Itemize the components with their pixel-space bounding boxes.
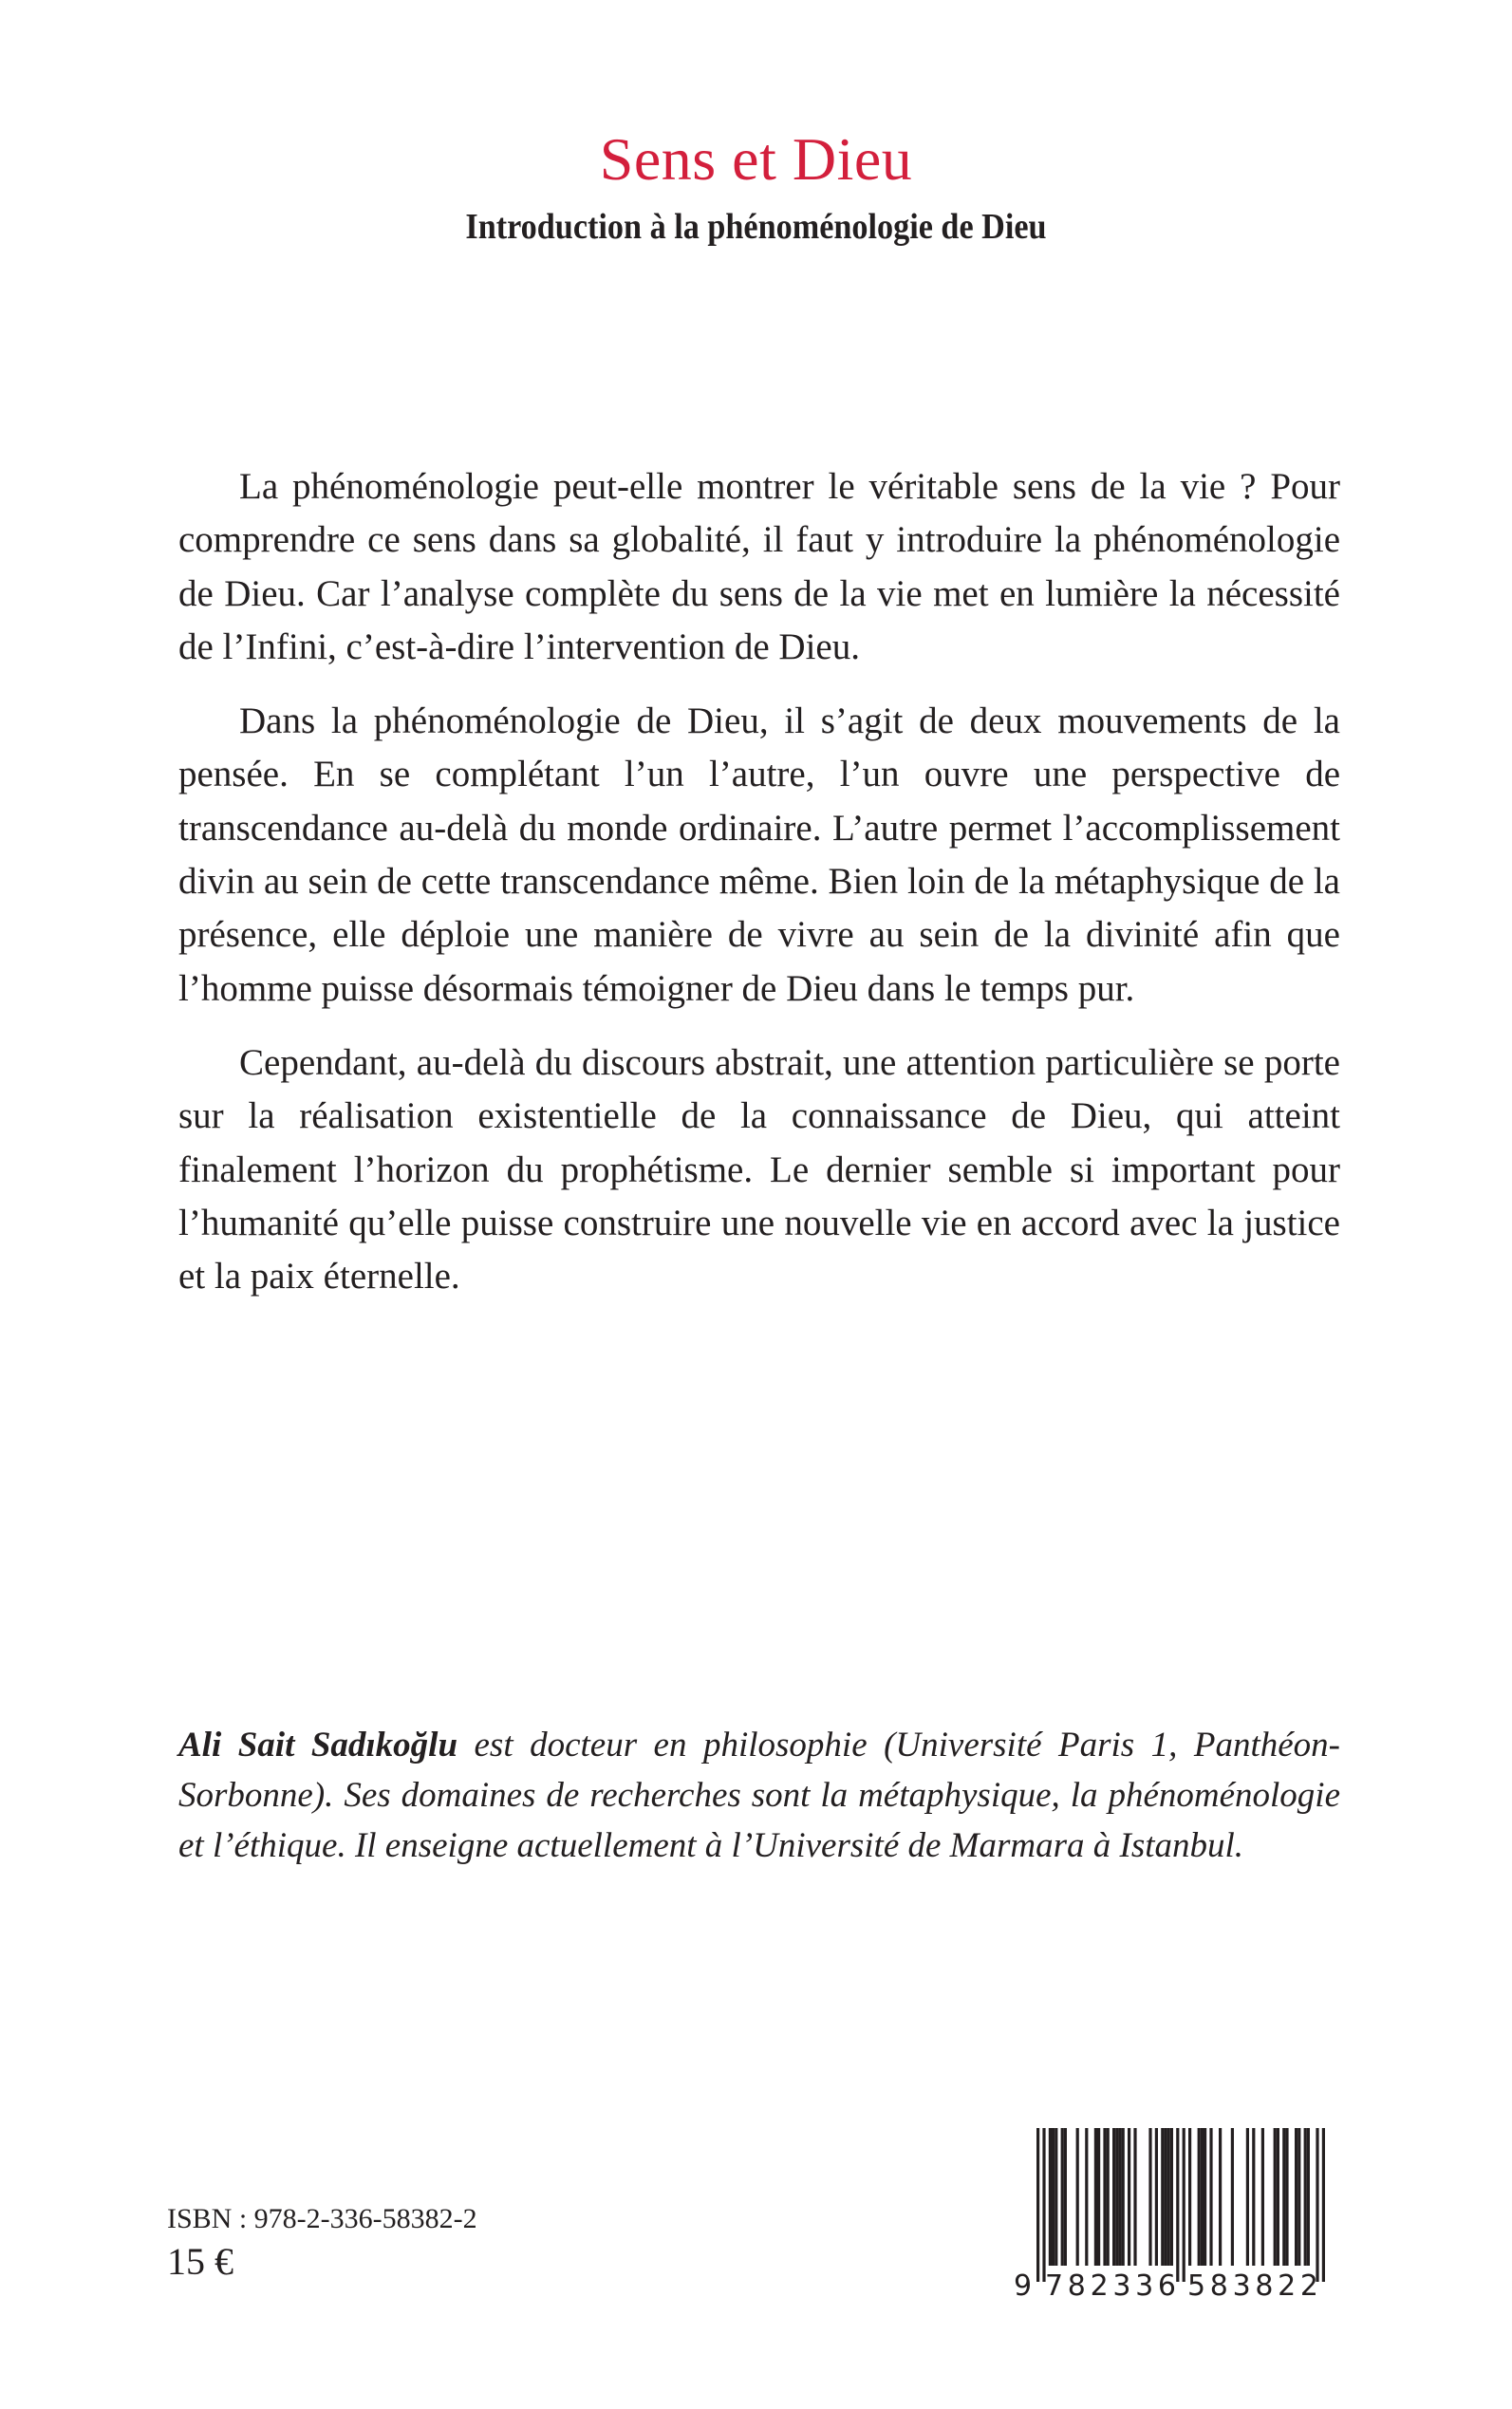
ean13-barcode-icon [1004,2126,1346,2306]
author-bio [178,1720,1340,1871]
blurb-paragraph-1: La phénoménologie peut-elle montrer le véritable sens de la vie ? Pour comprendre ce sens dans sa globalité, il faut y introduire la phénoménologie de Dieu. Car l’analyse complète du sens de la vie met en lumière la nécessité de l’Infini, c’est-à-dire l’intervention de Dieu. [178,466,1340,667]
barcode-bars [1036,2128,1325,2282]
price: 15 € [167,2240,233,2283]
back-cover-blurb [178,460,1340,1324]
author-name: Ali Sait Sadıkoğlu [178,1726,458,1765]
blurb-paragraph-3: Cependant, au-delà du discours abstrait, une attention particulière se porte sur la réalisation existentielle de la connaissance de Dieu, qui atteint finalement l’horizon du prophétisme. Le dernier semble si important pour l’humanité qu’elle puisse construire une nouvelle vie en accord avec la justice et la paix éternelle. [178,1041,1340,1298]
barcode-right-digits: 583822 [1187,2269,1318,2303]
barcode-first-digit: 9 [1014,2269,1033,2303]
book-subtitle: Introduction à la phénoménologie de Dieu [465,207,1047,247]
cover-header [0,125,1512,249]
book-title: Sens et Dieu [599,125,913,193]
author-bio-text: est docteur en philosophie (Université Paris 1, Panthéon-Sorbonne). Ses domaines de recherches sont la métaphysique, la phénoménologie et l’éthique. Il enseigne actuellement à l’Université de Marmara à Istanbul. [178,1726,1340,1865]
isbn: ISBN : 978-2-336-58382-2 [167,2203,477,2234]
publication-info [167,2202,477,2284]
barcode-left-digits: 782336 [1045,2269,1176,2303]
blurb-paragraph-2: Dans la phénoménologie de Dieu, il s’agit de deux mouvements de la pensée. En se complétant l’un l’autre, l’un ouvre une perspective de transcendance au-delà du monde ordinaire. L’autre permet l’accomplissement divin au sein de cette transcendance même. Bien loin de la métaphysique de la présence, elle déploie une manière de vivre au sein de la divinité afin que l’homme puisse désormais témoigner de Dieu dans le temps pur. [178,700,1340,1009]
